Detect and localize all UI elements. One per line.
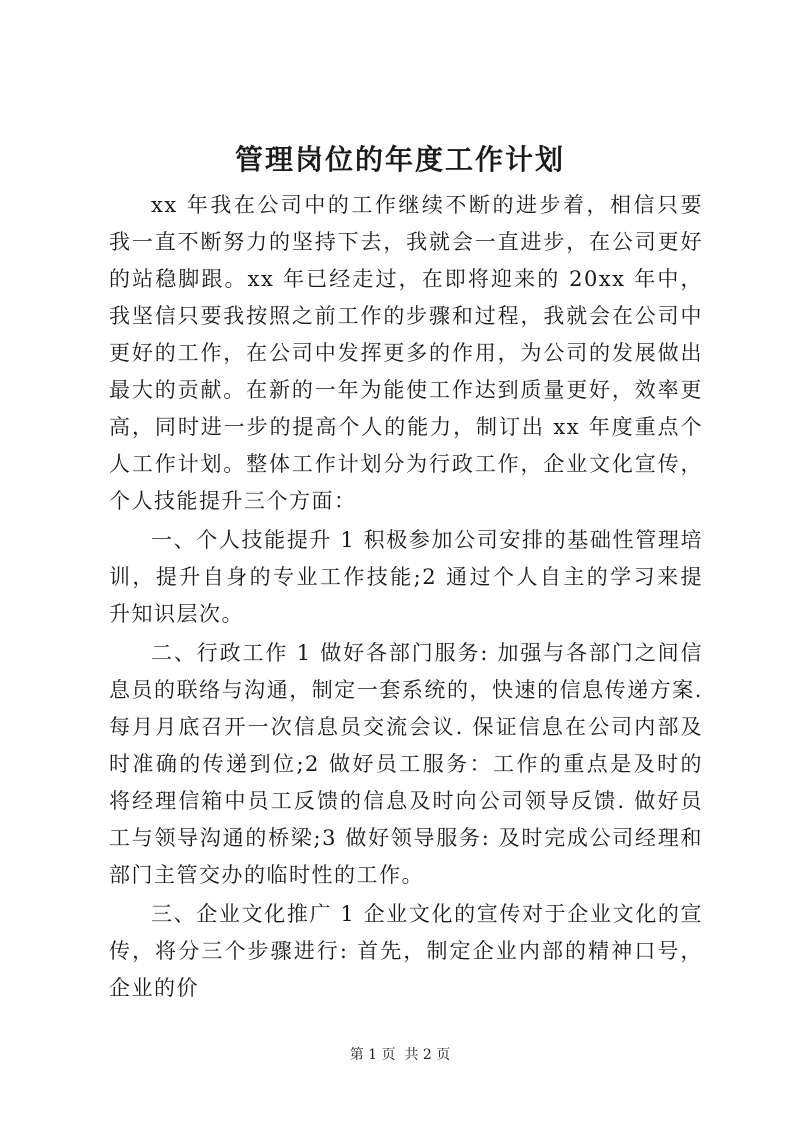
paragraph-intro: xx 年我在公司中的工作继续不断的进步着，相信只要我一直不断努力的坚持下去，我就会一直进步，在公司更好的站稳脚跟。xx 年已经走过，在即将迎来的 20xx 年中，我坚信只要我按照之前工作的步骤和过程，我就会在公司中更好的工作，在公司中发挥更多的作用，为公司的发展做出最大的贡献。在新的一年为能使工作达到质量更好，效率更高，同时进一步的提高个人的能力，制订出 xx 年度重点个人工作计划。整体工作计划分为行政工作，企业文化宣传，个人技能提升三个方面：	[109, 193, 703, 513]
page-footer	[0, 1045, 800, 1065]
paragraph-skills: 一、个人技能提升 1 积极参加公司安排的基础性管理培训，提升自身的专业工作技能;2 通过个人自主的学习来提升知识层次。	[109, 528, 703, 626]
paragraph-culture: 三、企业文化推广 1 企业文化的宣传对于企业文化的宣传，将分三个步骤进行: 首先，制定企业内部的精神口号，企业的价	[109, 902, 703, 1000]
document-title: 管理岗位的年度工作计划	[234, 143, 565, 176]
document-body	[109, 187, 703, 1007]
page-number: 第 1 页 共 2 页	[349, 1047, 451, 1063]
paragraph-admin: 二、行政工作 1 做好各部门服务: 加强与各部门之间信息员的联络与沟通，制定一套系统的，快速的信息传递方案. 每月月底召开一次信息员交流会议. 保证信息在公司内部及时准确的传递到位;2 做好员工服务：工作的重点是及时的将经理信箱中员工反馈的信息及时向公司领导反馈. 做好员工与领导沟通的桥梁;3 做好领导服务: 及时完成公司经理和部门主管交办的临时性的工作。	[109, 641, 703, 887]
